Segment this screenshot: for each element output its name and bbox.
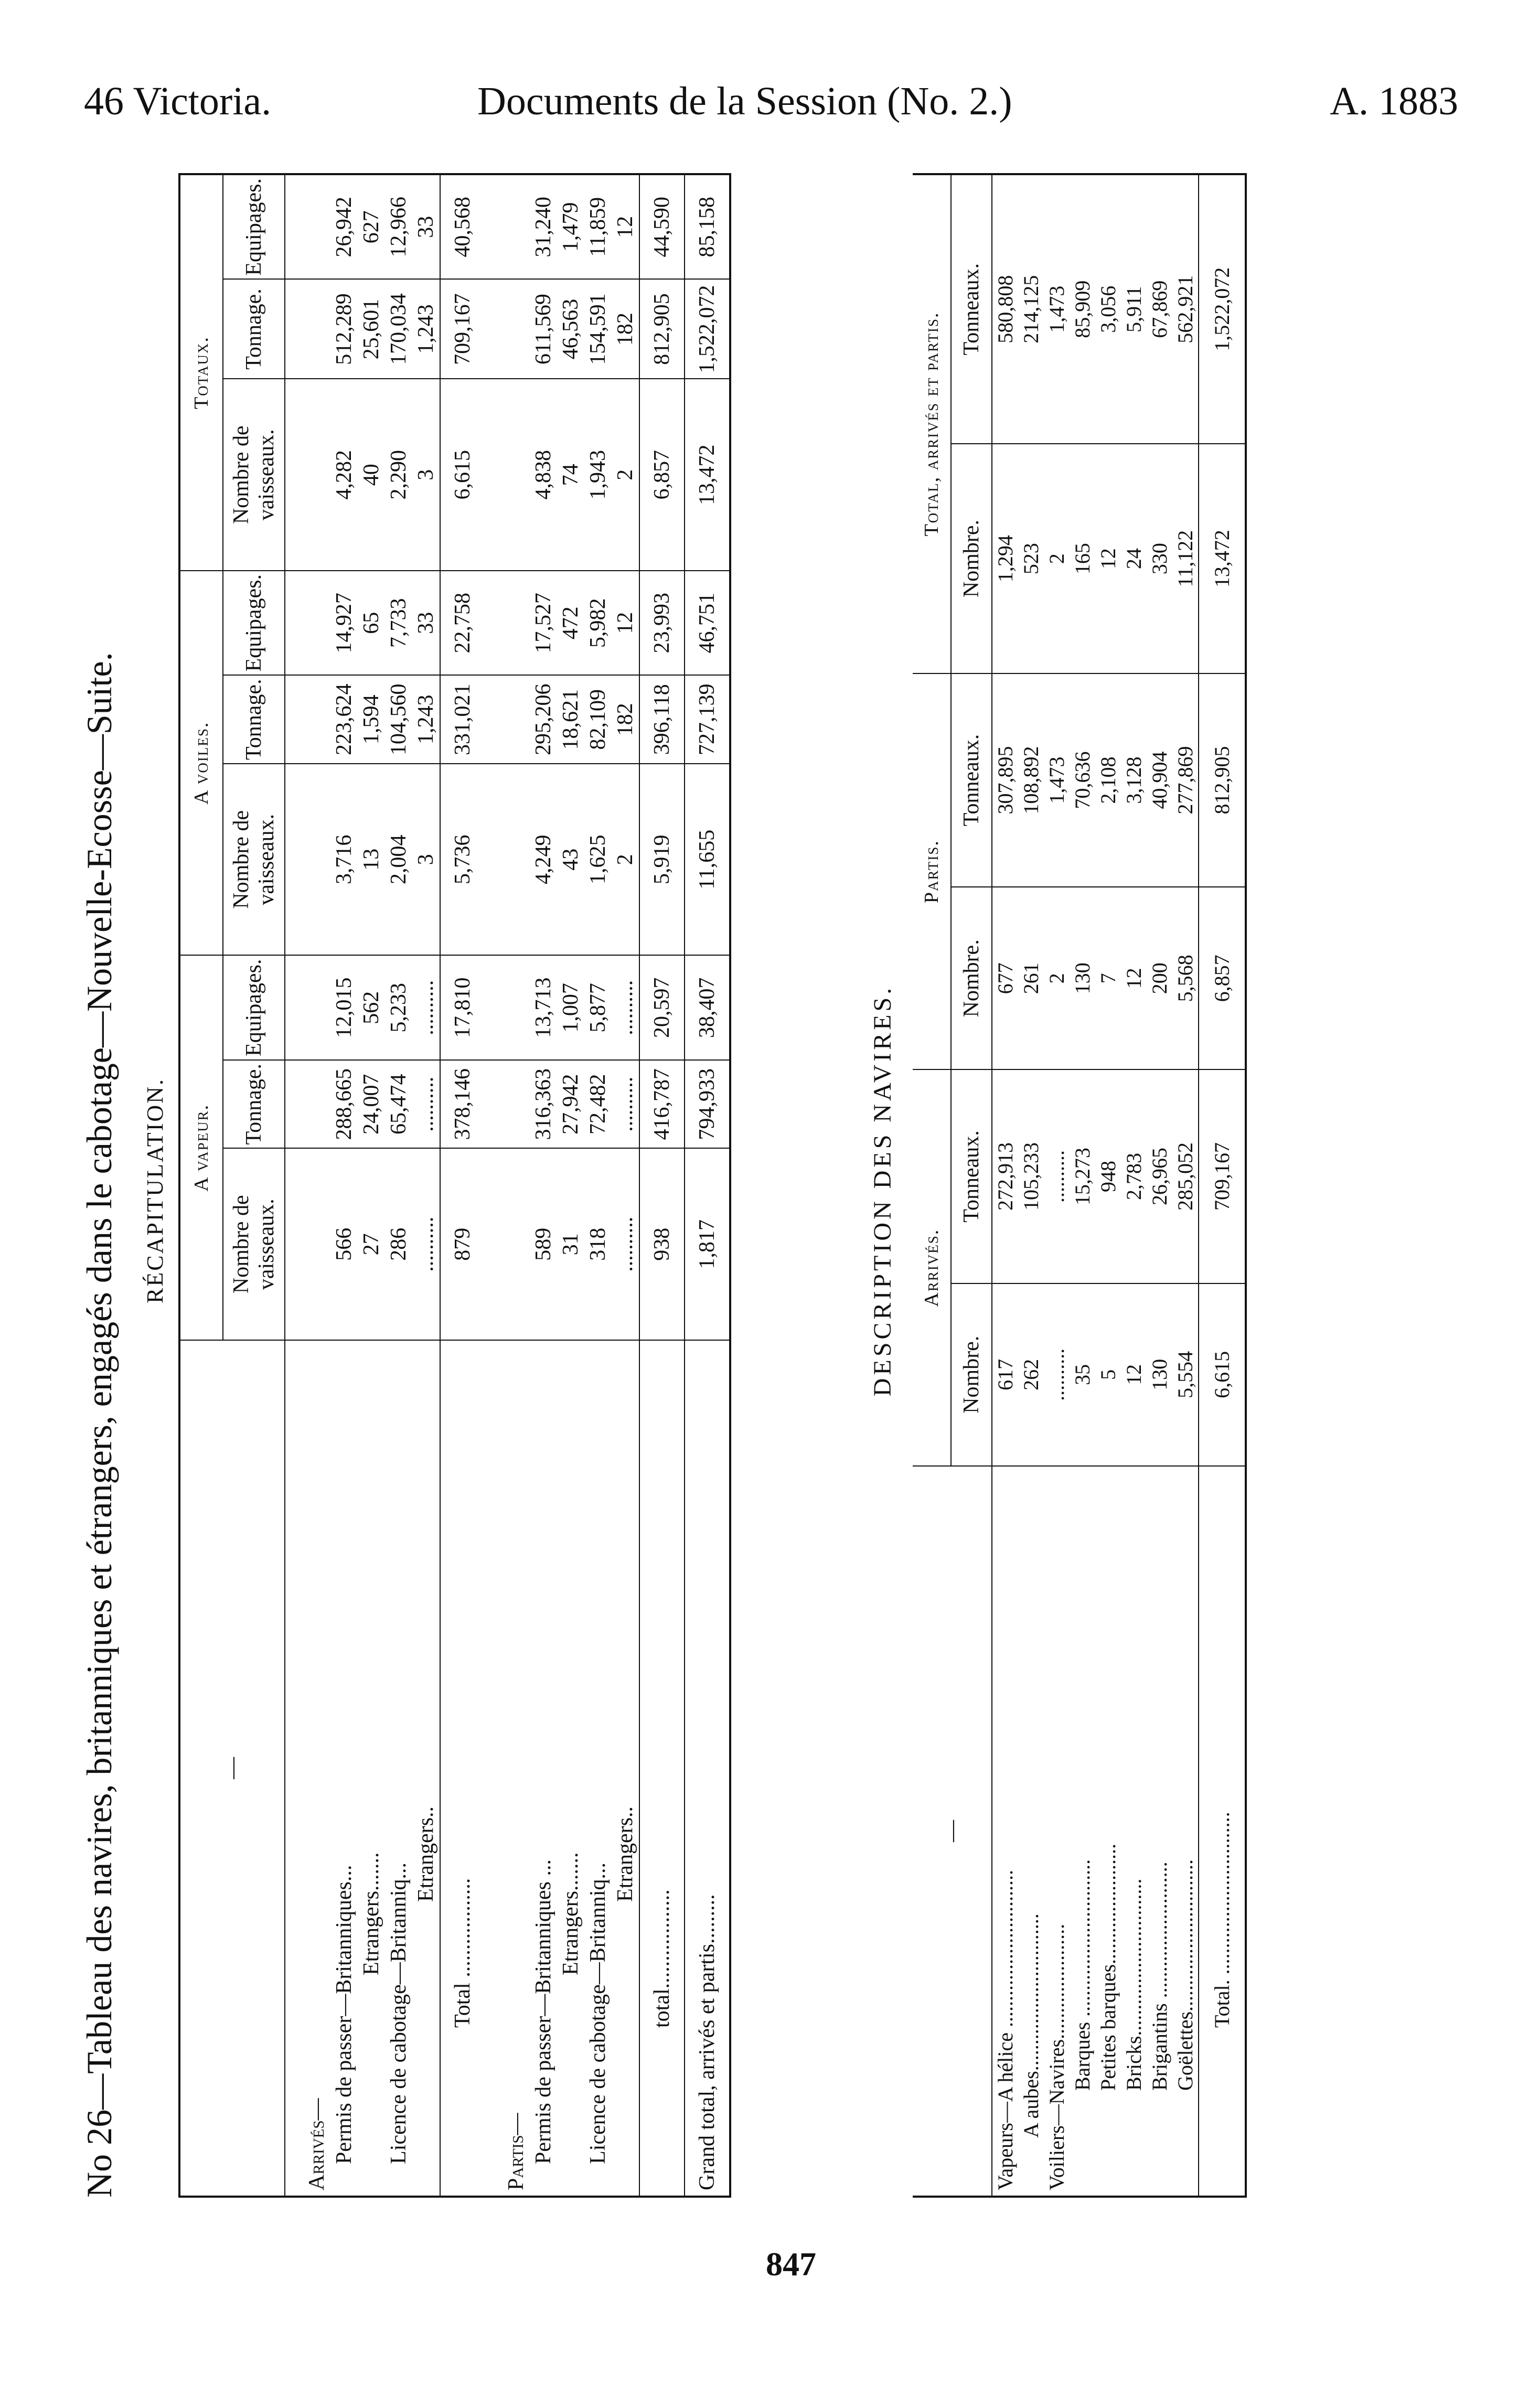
table-cell: 4,838: [530, 379, 557, 571]
table-cell: 794,933: [685, 1060, 730, 1149]
table-cell: [485, 174, 530, 279]
table-cell: 589: [530, 1148, 557, 1340]
table-cell: 223,624: [330, 675, 358, 764]
table-cell: 627: [358, 174, 385, 279]
table-cell: 2: [612, 379, 639, 571]
table-cell: 11,655: [685, 764, 730, 956]
total-row: [639, 174, 685, 2197]
table-cell: 262: [1018, 1283, 1044, 1466]
section-label: Arrivés—: [305, 2098, 329, 2190]
col-header-tonnage: Tonnage.: [223, 279, 285, 379]
table-cell: 44,590: [639, 174, 685, 279]
table-cell: 879: [440, 1148, 485, 1340]
col-header-tonnage: Tonnage.: [223, 675, 285, 764]
table-cell: 1,594: [358, 675, 385, 764]
table-cell: 22,758: [440, 571, 485, 675]
table-cell: 948: [1095, 1069, 1121, 1283]
table-cell: 812,905: [639, 279, 685, 379]
col-header-nombre: Nombre.: [951, 444, 992, 673]
row-label: Vapeurs—A hélice ..............................: [993, 1869, 1017, 2190]
table-row: [330, 174, 358, 2197]
table-cell: 5,982: [584, 571, 612, 675]
table-row: [530, 174, 557, 2197]
table-row: [358, 174, 385, 2197]
table-cell: 1,522,072: [1199, 174, 1246, 444]
table-cell: 6,857: [1199, 887, 1246, 1069]
table-row: [1121, 174, 1147, 2197]
row-label: Bricks..............................: [1122, 1878, 1146, 2091]
table-row: [584, 174, 612, 2197]
table-cell: 2: [1044, 887, 1070, 1069]
col-header-tonneaux: Tonneaux.: [951, 174, 992, 444]
table-cell: 85,158: [685, 174, 730, 279]
table-subtitle: RÉCAPITULATION.: [142, 1078, 168, 1303]
table-cell: 2,004: [385, 764, 412, 956]
col-header-equipages: Equipages.: [223, 956, 285, 1060]
table-cell: 74: [557, 379, 584, 571]
table-cell: 17,810: [440, 956, 485, 1060]
table-cell: 286: [385, 1148, 412, 1340]
table-cell: 33: [412, 174, 440, 279]
table-cell: 7,733: [385, 571, 412, 675]
table-cell: 12,015: [330, 956, 358, 1060]
table-cell: 200: [1147, 887, 1172, 1069]
table-cell: 18,621: [557, 675, 584, 764]
table-cell: 67,869: [1147, 174, 1172, 444]
table-cell: 108,892: [1018, 673, 1044, 887]
table-cell: 288,665: [330, 1060, 358, 1149]
table-cell: 14,927: [330, 571, 358, 675]
table-cell: 13: [358, 764, 385, 956]
table-cell: 3: [412, 764, 440, 956]
table-cell: [485, 1060, 530, 1149]
table-cell: 214,125: [1018, 174, 1044, 444]
table-cell: 727,139: [685, 675, 730, 764]
table-cell: 40: [358, 379, 385, 571]
table-cell: 1,522,072: [685, 279, 730, 379]
table-cell: 611,569: [530, 279, 557, 379]
col-header-tonneaux: Tonneaux.: [951, 673, 992, 887]
row-label: Licence de cabotage—Britanniq...: [586, 1863, 610, 2164]
table-cell: 1,479: [557, 174, 584, 279]
group-header-voiles: A voiles.: [179, 571, 223, 956]
table-cell: 43: [557, 764, 584, 956]
table-cell: 318: [584, 1148, 612, 1340]
table-cell: 1,243: [412, 675, 440, 764]
table-cell: [285, 675, 330, 764]
table-cell: ..........: [612, 956, 639, 1060]
table-cell: 677: [992, 887, 1018, 1069]
table-cell: ..........: [412, 1148, 440, 1340]
table-title: No 26—Tableau des navires, britanniques et étrangers, engagés dans le cabotage—Nouvelle-Ecosse—Suite.: [79, 652, 119, 2198]
table-cell: ..........: [412, 956, 440, 1060]
section-partis: [485, 174, 530, 2197]
col-header-tonneaux: Tonneaux.: [951, 1069, 992, 1283]
table-cell: 70,636: [1070, 673, 1095, 887]
group-header-totaux: Totaux.: [179, 174, 223, 571]
row-label: Total ..................: [440, 1340, 485, 2197]
header-right: A. 1883: [1330, 79, 1458, 123]
table-cell: 2: [1044, 444, 1070, 673]
table-cell: 2,290: [385, 379, 412, 571]
table-row: [1070, 174, 1095, 2197]
table-cell: 5,568: [1172, 887, 1199, 1069]
table-cell: 5,554: [1172, 1283, 1199, 1466]
table-cell: [285, 571, 330, 675]
table-cell: 40,568: [440, 174, 485, 279]
recapitulation-table: [178, 173, 731, 2198]
table-cell: 12,966: [385, 174, 412, 279]
table-cell: 3,128: [1121, 673, 1147, 887]
table-cell: 566: [330, 1148, 358, 1340]
table-cell: 812,905: [1199, 673, 1246, 887]
table-cell: 4,282: [330, 379, 358, 571]
table-cell: 12: [1095, 444, 1121, 673]
table-cell: ..........: [1044, 1283, 1070, 1466]
desc-label-header: —: [913, 1466, 992, 2197]
table-row: [612, 174, 639, 2197]
table-cell: 709,167: [1199, 1069, 1246, 1283]
total-row: [440, 174, 485, 2197]
table-cell: 15,273: [1070, 1069, 1095, 1283]
table-cell: 40,904: [1147, 673, 1172, 887]
rotated-page-body: [68, 163, 1474, 2219]
table-cell: [485, 571, 530, 675]
table-cell: 38,407: [685, 956, 730, 1060]
table-cell: 1,817: [685, 1148, 730, 1340]
table-cell: 396,118: [639, 675, 685, 764]
table-cell: 709,167: [440, 279, 485, 379]
table-cell: 5: [1095, 1283, 1121, 1466]
table-cell: 1,473: [1044, 174, 1070, 444]
row-label: Petites barques.......................: [1096, 1843, 1120, 2091]
group-header-vapeur: A vapeur.: [179, 956, 223, 1341]
table-cell: 331,021: [440, 675, 485, 764]
table-cell: 316,363: [530, 1060, 557, 1149]
table-cell: 85,909: [1070, 174, 1095, 444]
header-center: Documents de la Session (No. 2.): [477, 79, 1012, 123]
table-cell: 12: [612, 174, 639, 279]
row-label: Etrangers.......: [559, 1852, 583, 1975]
table-cell: 617: [992, 1283, 1018, 1466]
table-cell: 330: [1147, 444, 1172, 673]
col-header-nombre: Nombre de vaisseaux.: [223, 379, 285, 571]
row-label: Brigantins ..........................: [1148, 1861, 1171, 2091]
table-cell: 5,736: [440, 764, 485, 956]
row-label: Total. ...............................: [1199, 1466, 1246, 2197]
table-cell: 13,713: [530, 956, 557, 1060]
table-cell: 2: [612, 764, 639, 956]
grand-total-row: [685, 174, 730, 2197]
section-label: Partis—: [504, 2113, 528, 2190]
row-label: A aubes..............................: [1019, 1913, 1043, 2138]
table-cell: 24,007: [358, 1060, 385, 1149]
table-cell: [485, 379, 530, 571]
table-cell: 295,206: [530, 675, 557, 764]
table-cell: 580,808: [992, 174, 1018, 444]
table-cell: 31: [557, 1148, 584, 1340]
row-label: Permis de passer—Britanniques ...: [531, 1859, 555, 2164]
table-row: [557, 174, 584, 2197]
table-cell: ..........: [1044, 1069, 1070, 1283]
table-row: [1095, 174, 1121, 2197]
table-cell: 25,601: [358, 279, 385, 379]
description-title: DESCRIPTION DES NAVIRES.: [869, 984, 896, 1397]
table-cell: 27: [358, 1148, 385, 1340]
table-row: [1147, 174, 1172, 2197]
table-cell: 33: [412, 571, 440, 675]
table-cell: 307,895: [992, 673, 1018, 887]
table-cell: [485, 279, 530, 379]
table-cell: 277,869: [1172, 673, 1199, 887]
row-label: Etrangers..: [613, 1806, 637, 1902]
table-cell: ..........: [412, 1060, 440, 1149]
table-cell: 11,859: [584, 174, 612, 279]
table-cell: 562: [358, 956, 385, 1060]
table-cell: [285, 379, 330, 571]
table-cell: 26,942: [330, 174, 358, 279]
table-row: [1018, 174, 1044, 2197]
table-cell: 1,294: [992, 444, 1018, 673]
table-cell: 82,109: [584, 675, 612, 764]
col-header-nombre: Nombre.: [951, 887, 992, 1069]
table-row: [992, 174, 1018, 2197]
table-cell: 6,857: [639, 379, 685, 571]
table-cell: 20,597: [639, 956, 685, 1060]
col-header-equipages: Equipages.: [223, 571, 285, 675]
table-cell: 13,472: [685, 379, 730, 571]
table-cell: 4,249: [530, 764, 557, 956]
table-cell: 104,560: [385, 675, 412, 764]
col-header-nombre: Nombre de vaisseaux.: [223, 764, 285, 956]
table-cell: [285, 1148, 330, 1340]
group-header-total: Total, arrivés et partis.: [913, 174, 951, 673]
col-header-equipages: Equipages.: [223, 174, 285, 279]
row-label: Permis de passer—Britanniques...: [332, 1865, 356, 2164]
table-cell: 12: [1121, 887, 1147, 1069]
table-cell: 65: [358, 571, 385, 675]
table-cell: 3,056: [1095, 174, 1121, 444]
table-cell: 35: [1070, 1283, 1095, 1466]
table-cell: [485, 956, 530, 1060]
table-cell: 1,625: [584, 764, 612, 956]
row-label: total..................: [639, 1340, 685, 2197]
table-cell: 3: [412, 379, 440, 571]
table-cell: 24: [1121, 444, 1147, 673]
table-cell: 13,472: [1199, 444, 1246, 673]
table-cell: 562,921: [1172, 174, 1199, 444]
table-cell: 472: [557, 571, 584, 675]
table-cell: 165: [1070, 444, 1095, 673]
recap-body: [285, 174, 730, 2197]
table-cell: 65,474: [385, 1060, 412, 1149]
table-cell: 6,615: [1199, 1283, 1246, 1466]
table-cell: 12: [1121, 1283, 1147, 1466]
table-cell: 105,233: [1018, 1069, 1044, 1283]
table-cell: 46,751: [685, 571, 730, 675]
table-cell: 5,919: [639, 764, 685, 956]
table-cell: 523: [1018, 444, 1044, 673]
table-cell: [285, 174, 330, 279]
header-left: 46 Victoria.: [84, 79, 272, 123]
total-row: [1199, 174, 1246, 2197]
table-cell: 938: [639, 1148, 685, 1340]
table-cell: [485, 1148, 530, 1340]
col-header-tonnage: Tonnage.: [223, 1060, 285, 1149]
group-header-arrives: Arrivés.: [913, 1069, 951, 1466]
table-cell: 5,911: [1121, 174, 1147, 444]
rotated-content: [68, 163, 1474, 2219]
table-cell: 2,783: [1121, 1069, 1147, 1283]
table-cell: 272,913: [992, 1069, 1018, 1283]
table-cell: 12: [612, 571, 639, 675]
table-cell: 261: [1018, 887, 1044, 1069]
table-row: [1044, 174, 1070, 2197]
table-row: [385, 174, 412, 2197]
table-cell: 182: [612, 279, 639, 379]
table-cell: 378,146: [440, 1060, 485, 1149]
col-header-nombre: Nombre.: [951, 1283, 992, 1466]
table-cell: 23,993: [639, 571, 685, 675]
table-cell: 1,243: [412, 279, 440, 379]
table-cell: 27,942: [557, 1060, 584, 1149]
row-label: Voiliers—Navires......................: [1045, 1923, 1068, 2190]
table-cell: [285, 1060, 330, 1149]
table-cell: ..........: [612, 1148, 639, 1340]
table-cell: 5,233: [385, 956, 412, 1060]
table-row: [412, 174, 440, 2197]
table-cell: [285, 764, 330, 956]
table-cell: 285,052: [1172, 1069, 1199, 1283]
table-cell: 6,615: [440, 379, 485, 571]
recap-label-header: —: [179, 1340, 285, 2197]
table-cell: [285, 956, 330, 1060]
table-cell: 182: [612, 675, 639, 764]
table-cell: 512,289: [330, 279, 358, 379]
table-cell: 416,787: [639, 1060, 685, 1149]
row-label: Etrangers.......: [359, 1852, 383, 1975]
table-cell: 7: [1095, 887, 1121, 1069]
row-label: Grand total, arrivés et partis.........: [685, 1340, 730, 2197]
table-cell: 1,943: [584, 379, 612, 571]
table-cell: 17,527: [530, 571, 557, 675]
table-cell: 31,240: [530, 174, 557, 279]
table-cell: 5,877: [584, 956, 612, 1060]
section-arrives: [285, 174, 330, 2197]
table-cell: 130: [1070, 887, 1095, 1069]
row-label: Licence de cabotage—Britanniq...: [387, 1863, 411, 2164]
table-cell: 2,108: [1095, 673, 1121, 887]
table-cell: 3,716: [330, 764, 358, 956]
table-cell: 11,122: [1172, 444, 1199, 673]
table-cell: [485, 675, 530, 764]
table-cell: 46,563: [557, 279, 584, 379]
row-label: Etrangers..: [414, 1806, 438, 1902]
table-cell: 26,965: [1147, 1069, 1172, 1283]
table-cell: 1,007: [557, 956, 584, 1060]
table-cell: 1,473: [1044, 673, 1070, 887]
description-table: [913, 173, 1247, 2198]
col-header-nombre: Nombre de vaisseaux.: [223, 1148, 285, 1340]
table-cell: [285, 279, 330, 379]
table-cell: [485, 764, 530, 956]
group-header-partis: Partis.: [913, 673, 951, 1070]
page-number: 847: [766, 2245, 816, 2283]
page-header: [68, 79, 1458, 142]
row-label: Barques ..............................: [1071, 1859, 1094, 2091]
description-body: [992, 174, 1246, 2197]
row-label: Goëlettes.............................: [1173, 1859, 1197, 2091]
table-cell: ..........: [612, 1060, 639, 1149]
table-cell: 170,034: [385, 279, 412, 379]
table-cell: 72,482: [584, 1060, 612, 1149]
table-cell: 130: [1147, 1283, 1172, 1466]
table-cell: 154,591: [584, 279, 612, 379]
table-row: [1172, 174, 1199, 2197]
